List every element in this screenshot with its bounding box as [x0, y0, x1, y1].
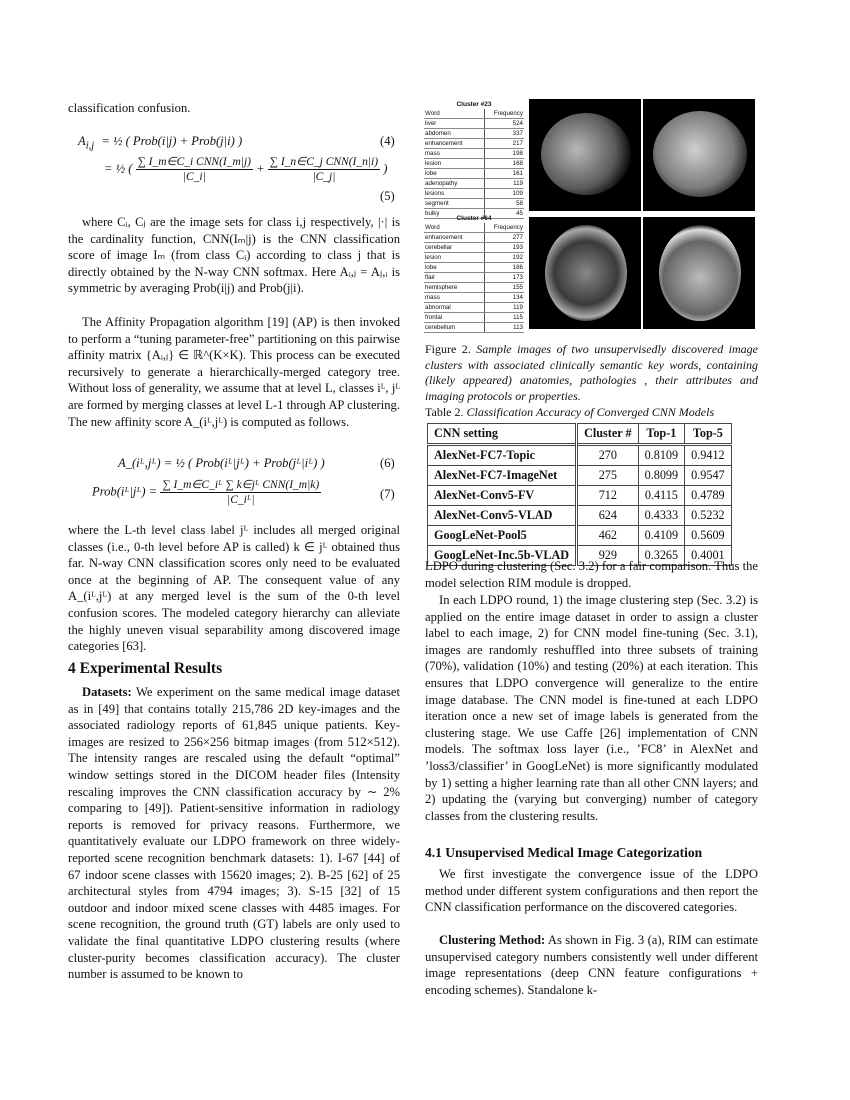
table-row: [428, 445, 732, 466]
table-2: [427, 423, 732, 566]
word-cell: segment: [424, 199, 485, 209]
equation-7: [92, 478, 321, 507]
equation-number: (5): [380, 189, 395, 203]
frequency-cell: 193: [485, 243, 525, 253]
header-cell: Top-5: [685, 424, 732, 445]
eq-sub: i,j: [85, 140, 95, 152]
cluster-count-cell: 275: [577, 466, 639, 486]
word-cell: lesion: [424, 159, 485, 169]
equation-number: (4): [380, 134, 395, 148]
word-cell: hemisphere: [424, 283, 485, 293]
paragraph-text: We first investigate the convergence issue of the LDPO method under different system configurations and then report the CNN classification performance on the discovered categories.: [425, 867, 758, 915]
paragraph: [425, 932, 758, 998]
setting-cell: AlexNet-Conv5-FV: [428, 486, 577, 506]
caption-label: Table 2.: [425, 405, 464, 419]
top5-cell: 0.4001: [685, 546, 732, 566]
top5-cell: 0.5232: [685, 506, 732, 526]
frequency-cell: 524: [485, 119, 525, 129]
table-header-row: [424, 109, 524, 119]
frequency-cell: 337: [485, 129, 525, 139]
frequency-cell: 119: [485, 179, 525, 189]
paragraph: [68, 684, 400, 983]
frequency-cell: 155: [485, 283, 525, 293]
top5-cell: 0.9547: [685, 466, 732, 486]
table-row: [424, 233, 524, 243]
table-row: [424, 139, 524, 149]
word-cell: cerebellar: [424, 243, 485, 253]
paragraph-text: We experiment on the same medical image dataset as in [49] that contains totally 215,786 2D key-images and the associated radiology reports of 61,845 unique patients. Key-images are resized to 256×256 bitmap images (from 512×512). The intensity ranges are rescaled using the default “optimal” window settings stored in the DICOM header files (Intensity rescaling improves the CNN classification accuracy by ∼ 2% comparing to [49]). Patient-sensitive information in radiology reports is removed for privacy reasons. Furthermore, we quantitatively evaluate our LDPO framework on three widely-reported scene recognition benchmark datasets: 1). I-67 [44] of 67 indoor scene classes with 15620 images; 2). B-25 [62] of 25 architectural styles from 4794 images; 3). S-15 [32] of 15 outdoor and indoor mixed scene classes with 4485 images. For scene recognition, the ground truth (GT) labels are only used to validate the final quantitative LDPO clustering results (where cluster-purity becomes classification accuracy). The cluster number is assumed to be known to: [68, 685, 400, 982]
eq-lhs: Prob(iᴸ|jᴸ) =: [92, 484, 158, 499]
header-cell: Top-1: [638, 424, 685, 445]
table-row: [424, 293, 524, 303]
ct-scan-image: [643, 99, 755, 211]
table-header-row: [428, 424, 732, 445]
table-header-row: [424, 223, 524, 233]
paragraph: [425, 592, 758, 824]
frequency-cell: 113: [485, 323, 525, 333]
word-frequency-table: [424, 100, 524, 219]
table-row: [424, 119, 524, 129]
word-cell: liver: [424, 119, 485, 129]
frequency-cell: 192: [485, 253, 525, 263]
equation-5: = ½ ( $\frac{\text{∑ I\_m∈C\_i CNN(I\_m|j)}}{|C\_i|}$ + $\frac{\text{∑ I\_n∈C\_j CNN(I\_n|i)}}{|C\_j|}$ ): [104, 156, 388, 183]
setting-cell: AlexNet-Conv5-VLAD: [428, 506, 577, 526]
top1-cell: 0.3265: [638, 546, 685, 566]
paragraph-text: As shown in Fig. 3 (a), RIM can estimate unsupervised category numbers consistently well under different image representations (deep CNN feature configurations + encoding schemes). Standalone k-: [425, 933, 758, 997]
cluster-title: Cluster #23: [456, 101, 492, 108]
top1-cell: 0.8099: [638, 466, 685, 486]
denominator: |C_j|: [312, 171, 336, 183]
cluster-count-cell: 462: [577, 526, 639, 546]
table-row: [424, 253, 524, 263]
word-cell: cerebellum: [424, 323, 485, 333]
section-heading: 4 Experimental Results: [68, 660, 223, 677]
word-cell: enhancement: [424, 233, 485, 243]
ct-scan-image: [643, 217, 755, 329]
top1-cell: 0.4333: [638, 506, 685, 526]
table-caption: [425, 405, 758, 421]
frequency-cell: 186: [485, 263, 525, 273]
fraction: [268, 155, 380, 184]
subsection-heading: 4.1 Unsupervised Medical Image Categorization: [425, 845, 703, 860]
equation-6: A_(iᴸ,jᴸ) = ½ ( Prob(iᴸ|jᴸ) + Prob(jᴸ|iᴸ) ): [118, 456, 325, 470]
paragraph-text: The Affinity Propagation algorithm [19] (AP) is then invoked to perform a “tuning parameter-free” partitioning on this pairwise affinity matrix {Aᵢ,ⱼ} ∈ ℝ^(K×K). This process can be executed recursively to generate a hierarchically-merged category tree. Without loss of generality, we assume that at level L, classes iᴸ, jᴸ are formed by merging classes at level L-1 through AP clustering. The new affinity score A_(iᴸ,jᴸ) is computed as follows.: [68, 315, 400, 429]
paragraph-text: where Cᵢ, Cⱼ are the image sets for class i,j respectively, |·| is the cardinality function, CNN(Iₘ|j) is the CNN classification score of image Iₘ (from class Cᵢ) according to class j that is directly obtained by the N-way CNN softmax. Here Aᵢ,ⱼ = Aⱼ,ᵢ is symmetric by averaging Prob(i|j) and Prob(j|i).: [68, 215, 400, 296]
header-cell: Frequency: [485, 109, 525, 119]
table-row: [424, 179, 524, 189]
top5-cell: 0.9412: [685, 445, 732, 466]
top1-cell: 0.4109: [638, 526, 685, 546]
paragraph-lead: Datasets:: [82, 685, 132, 699]
word-frequency-table: [424, 214, 524, 333]
frequency-cell: 168: [485, 159, 525, 169]
frequency-cell: 45: [485, 209, 525, 219]
word-cell: lobe: [424, 169, 485, 179]
table-row: [424, 243, 524, 253]
frequency-cell: 161: [485, 169, 525, 179]
equation-4: [78, 133, 242, 155]
top5-cell: 0.5609: [685, 526, 732, 546]
numerator: ∑ I_m∈C_iᴸ ∑ k∈jᴸ CNN(I_m|k): [162, 479, 320, 491]
header-cell: Cluster #: [577, 424, 639, 445]
table-row: [424, 129, 524, 139]
paragraph-text: where the L-th level class label jᴸ includes all merged original classes (i.e., 0-th level before AP is called) k ∈ jᴸ obtained thus far. N-way CNN classification scores only need to be evaluated once at the beginning of AP. The consequent value of any A_(iᴸ,jᴸ) at any merged level is the sum of the 0-th level confusion scores. The modeled category hierarchy can alleviate the highly uneven visual separability among discovered image categories [63].: [68, 523, 400, 654]
caption-label: Figure 2.: [425, 342, 471, 356]
word-cell: flair: [424, 273, 485, 283]
header-cell: Word: [424, 109, 485, 119]
fraction: [160, 478, 321, 507]
frequency-cell: 277: [485, 233, 525, 243]
caption-text: Classification Accuracy of Converged CNN Models: [466, 405, 715, 419]
text-line: classification confusion.: [68, 101, 191, 115]
word-cell: lobe: [424, 263, 485, 273]
table-row: [424, 169, 524, 179]
figure-caption: [425, 342, 758, 404]
cluster-count-cell: 712: [577, 486, 639, 506]
denominator: |C_i|: [182, 171, 206, 183]
paragraph: [425, 558, 758, 591]
frequency-cell: 109: [485, 189, 525, 199]
table-row: [428, 526, 732, 546]
setting-cell: AlexNet-FC7-ImageNet: [428, 466, 577, 486]
cluster-title: Cluster #64: [456, 215, 492, 222]
eq-rhs: = ½ (: [104, 161, 133, 176]
equation-number: (6): [380, 456, 395, 470]
cluster-count-cell: 929: [577, 546, 639, 566]
paragraph-text: LDPO during clustering (Sec. 3.2) for a fair comparison. Thus the model selection RIM module is dropped.: [425, 559, 758, 590]
table-row: [424, 189, 524, 199]
denominator: |C_iᴸ|: [227, 494, 255, 506]
paragraph: [68, 214, 400, 297]
paragraph-lead: Clustering Method:: [439, 933, 546, 947]
top1-cell: 0.4115: [638, 486, 685, 506]
frequency-cell: 217: [485, 139, 525, 149]
ct-scan-image: [529, 217, 641, 329]
eq-symbol: A: [78, 134, 86, 148]
paragraph: [425, 866, 758, 916]
ct-scan-image: [529, 99, 641, 211]
word-cell: lesion: [424, 253, 485, 263]
table-row: [424, 283, 524, 293]
table-row: [428, 506, 732, 526]
numerator: ∑ I_m∈C_i CNN(I_m|j): [137, 156, 251, 168]
header-cell: Frequency: [485, 223, 525, 233]
frequency-cell: 198: [485, 149, 525, 159]
word-cell: mass: [424, 149, 485, 159]
header-cell: CNN setting: [428, 424, 577, 445]
word-cell: adenopathy: [424, 179, 485, 189]
paragraph-text: In each LDPO round, 1) the image clustering step (Sec. 3.2) is applied on the entire image dataset in order to assign a cluster label to each image, 2) for CNN model fine-tuning (Sec. 3.1), images are randomly reshuffled into three subsets of training (70%), validation (10%) and testing (20%) at each iteration. This ensures that LDPO convergence will generalize to the entire image database. The CNN model is fine-tuned at each LDPO iteration once a new set of image labels is generated from the clustering stage. We use Caffe [26] implementation of CNN models. The softmax loss layer (i.e., ’FC8’ in AlexNet and ’loss3/classifier’ in GoogLeNet) is more significantly modulated by 1) setting a higher learning rate than all other CNN layers; and 2) updating the (varying but converging) number of category classes from the clustering results.: [425, 593, 758, 823]
frequency-cell: 119: [485, 303, 525, 313]
table-row: [424, 303, 524, 313]
table-row: [424, 199, 524, 209]
word-cell: abdomen: [424, 129, 485, 139]
word-cell: frontal: [424, 313, 485, 323]
caption-text: Sample images of two unsupervisedly discovered image clusters with associated clinically semantic key words, containing (likely appeared) anatomies, pathologies , their attributes and imaging protocols or properties.: [425, 342, 758, 403]
header-cell: Word: [424, 223, 485, 233]
table-row: [424, 323, 524, 333]
word-cell: mass: [424, 293, 485, 303]
top1-cell: 0.8109: [638, 445, 685, 466]
frequency-cell: 115: [485, 313, 525, 323]
table-row: [424, 159, 524, 169]
cluster-count-cell: 270: [577, 445, 639, 466]
word-cell: bulky: [424, 209, 485, 219]
table-row: [424, 149, 524, 159]
setting-cell: AlexNet-FC7-Topic: [428, 445, 577, 466]
table-row: [428, 466, 732, 486]
top5-cell: 0.4789: [685, 486, 732, 506]
frequency-cell: 173: [485, 273, 525, 283]
numerator: ∑ I_n∈C_j CNN(I_n|i): [269, 156, 379, 168]
table-row: [428, 486, 732, 506]
paragraph: [68, 522, 400, 655]
word-cell: enhancement: [424, 139, 485, 149]
cluster-count-cell: 624: [577, 506, 639, 526]
frequency-cell: 58: [485, 199, 525, 209]
setting-cell: GoogLeNet-Pool5: [428, 526, 577, 546]
paragraph: [68, 314, 400, 430]
table-row: [424, 263, 524, 273]
table-row: [424, 273, 524, 283]
setting-cell: GoogLeNet-Inc.5b-VLAD: [428, 546, 577, 566]
eq-rhs: = ½ ( Prob(i|j) + Prob(j|i) ): [101, 134, 243, 148]
fraction: [136, 155, 253, 184]
frequency-cell: 134: [485, 293, 525, 303]
word-cell: lesions: [424, 189, 485, 199]
word-cell: abnormal: [424, 303, 485, 313]
equation-number: (7): [380, 487, 395, 501]
table-row: [424, 313, 524, 323]
